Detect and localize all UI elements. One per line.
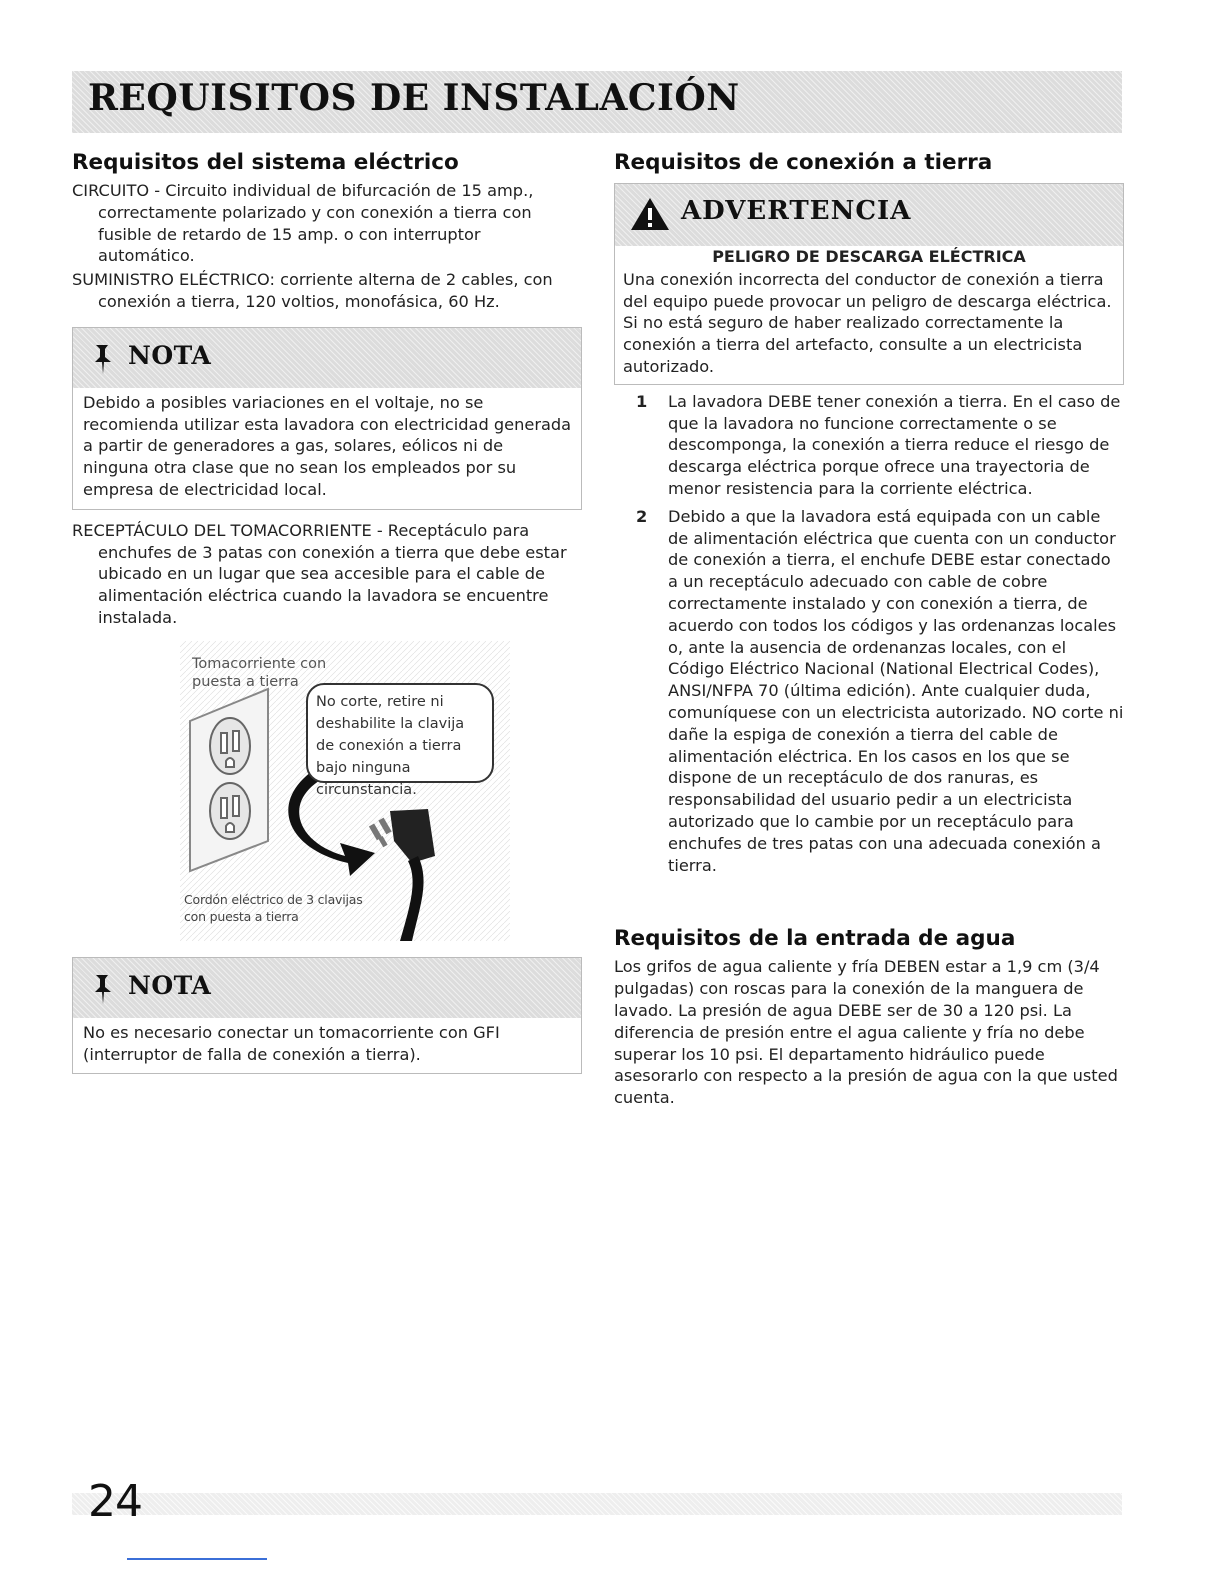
warning-header (615, 184, 1123, 246)
page-number: 24 (88, 1476, 142, 1527)
note-text: Debido a posibles variaciones en el voltaje, no se recomienda utilizar esta lavadora con electricidad generada a partir de generadores a gas, solares, eólicos ni de ninguna otra clase que no sean los empleados por su empresa de electricidad local. (73, 388, 581, 509)
warning-label: ADVERTENCIA (681, 196, 912, 226)
grounding-heading: Requisitos de conexión a tierra (614, 150, 993, 175)
note-box-voltage (72, 327, 582, 510)
lower-socket (210, 783, 250, 839)
warning-subtitle: PELIGRO DE DESCARGA ELÉCTRICA (712, 247, 1026, 266)
warning-triangle-icon (629, 196, 671, 232)
grounded-outlet-figure (180, 641, 510, 941)
warning-text: Una conexión incorrecta del conductor de conexión a tierra del equipo puede provocar un peligro de descarga eléctrica. Si no está seguro de haber realizado correctamente la conexión a tierra del artefacto, consulte a un electricista autorizado. (623, 269, 1112, 376)
water-heading: Requisitos de la entrada de agua (614, 926, 1016, 952)
page-title: REQUISITOS DE INSTALACIÓN (88, 77, 740, 119)
step-text: Debido a que la lavadora está equipada con un cable de alimentación eléctrica que cuenta con un conductor de conexión a tierra, el enchufe DEBE estar conectado a un receptáculo adecuado con cable de cobre correctamente instalado y con conexión a tierra, de acuerdo con todos los códigos y las ordenanzas locales o, ante la ausencia de ordenanzas locales, con el Código Eléctrico Nacional (National Electrical Codes), ANSI/NFPA 70 (última edición). Ante cualquier duda, comuníquese con un electricista autorizado. NO corte ni dañe la espiga de conexión a tierra del cable de alimentación eléctrica. En los casos en los que se dispone de un receptáculo de dos ranuras, es responsabilidad del usuario pedir a un electricista autorizado que lo cambie por un receptáculo para enchufes de tres patas con una adecuada conexión a tierra. (668, 506, 1124, 875)
note-header (73, 958, 581, 1018)
note-header (73, 328, 581, 388)
step-number: 2 (636, 506, 648, 526)
note-box-gfi (72, 957, 582, 1075)
note-text: No es necesario conectar un tomacorriente con GFI (interruptor de falla de conexión a tierra). (73, 1018, 581, 1074)
page-header-bar (72, 71, 1122, 133)
upper-socket (210, 718, 250, 774)
circuit-paragraph: CIRCUITO - Circuito individual de bifurcación de 15 amp., correctamente polarizado y con conexión a tierra con fusible de retardo de 15 amp. o con interruptor automático. (72, 181, 534, 266)
pushpin-icon (87, 972, 119, 1006)
water-text: Los grifos de agua caliente y fría DEBEN estar a 1,9 cm (3/4 pulgadas) con roscas para la conexión de la manguera de lavado. La presión de agua DEBE ser de 30 a 120 psi. La diferencia de presión entre el agua caliente y fría no debe superar los 10 psi. El departamento hidráulico puede asesorarlo con respecto a la presión de agua con la que usted cuenta. (614, 957, 1118, 1108)
electrical-heading: Requisitos del sistema eléctrico (72, 150, 459, 175)
right-column (614, 150, 1124, 1109)
step-text: La lavadora DEBE tener conexión a tierra. En el caso de que la lavadora no funcione correctamente o se descomponga, la conexión a tierra reduce el riesgo de descarga eléctrica porque ofrece una trayectoria de menor resistencia para la corriente eléctrica. (668, 391, 1121, 498)
grounding-steps (614, 391, 1124, 877)
note-label: NOTA (128, 970, 212, 1000)
outlet-label: Tomacorriente con puesta a tierra (192, 655, 327, 690)
warning-bubble: No corte, retire ni deshabilite la clavija de conexión a tierra bajo ninguna circunstancia. (306, 683, 494, 783)
note-label: NOTA (128, 340, 212, 370)
left-column (72, 150, 582, 1084)
cord-label: Cordón eléctrico de 3 clavijas con puesta a tierra (184, 891, 363, 924)
warning-body (615, 246, 1123, 384)
receptacle-paragraph: RECEPTÁCULO DEL TOMACORRIENTE - Receptáculo para enchufes de 3 patas con conexión a tierra que debe estar ubicado en un lugar que sea accesible para el cable de alimentación eléctrica cuando la lavadora se encuentre instalada. (72, 520, 567, 627)
pushpin-icon (87, 342, 119, 376)
warning-box (614, 183, 1124, 385)
supply-paragraph: SUMINISTRO ELÉCTRICO: corriente alterna de 2 cables, con conexión a tierra, 120 voltios, monofásica, 60 Hz. (72, 270, 553, 311)
divider-line (127, 1558, 267, 1560)
step-number: 1 (636, 391, 648, 411)
footer-bar (72, 1493, 1122, 1515)
water-section (614, 926, 1124, 1109)
list-item (614, 391, 1124, 500)
list-item (614, 506, 1124, 877)
